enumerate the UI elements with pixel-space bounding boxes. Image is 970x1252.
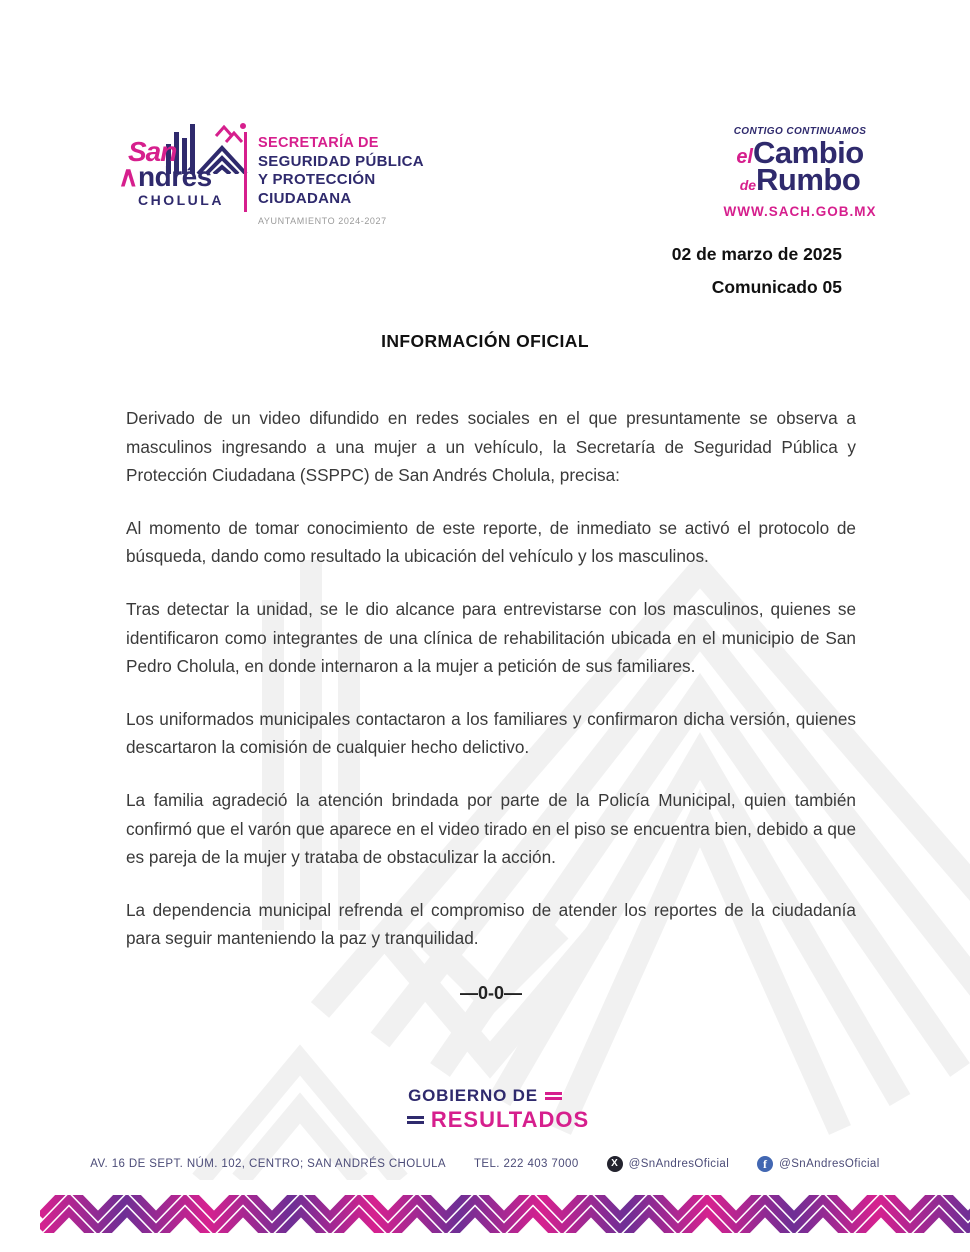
paragraph: Tras detectar la unidad, se le dio alcance para entrevistarse con los masculinos, quienes se identificaron como integrantes de una clínica de rehabilitación ubicada en el municipio de San Pedro Cholula, en donde internaron a la mujer a petición de sus familiares. (126, 598, 856, 677)
campaign-line-rumbo: deRumbo (739, 162, 861, 197)
page-title: INFORMACIÓN OFICIAL (381, 331, 589, 351)
dept-line: SECRETARÍA DE (258, 135, 379, 151)
paragraph: La familia agradeció la atención brindada por parte de la Policía Municipal, quien también confirmó que el varón que aparece en el video tirado en el piso se encuentra bien, debido a que es pareja de la mujer y trataba de obstaculizar la acción. (126, 789, 857, 868)
facebook-social-handle: f @SnAndresOficial (757, 1156, 880, 1172)
ayuntamiento-period: AYUNTAMIENTO 2024-2027 (258, 216, 387, 226)
brand-word-cholula: CHOLULA (138, 192, 224, 208)
dept-line: CIUDADANA (258, 189, 352, 207)
footer-contact-bar (0, 1156, 970, 1172)
logo-divider-line (244, 132, 247, 212)
comunicado-number: Comunicado 05 (711, 277, 842, 297)
paragraph: La dependencia municipal refrenda el compromiso de atender los reportes de la ciudadanía para seguir manteniendo la paz y tranquilidad. (126, 899, 856, 949)
paragraph: Derivado de un video difundido en redes sociales en el que presuntamente se observa a masculinos ingresando a una mujer a un vehículo, la Secretaría de Seguridad Pública y Protección Ciudadana (SSPPC) de San Andrés Cholula, precisa: (126, 408, 856, 486)
cambio-de-rumbo-logo (694, 126, 906, 219)
website-url: WWW.SACH.GOB.MX (723, 204, 877, 219)
brand-word-andres: ∧ndrés (118, 161, 212, 192)
gov-logo-line1: GOBIERNO DE (408, 1086, 562, 1106)
address-text: AV. 16 DE SEPT. NÚM. 102, CENTRO; SAN ANDRÉS CHOLULA (90, 1158, 446, 1170)
end-of-release-marker: —0-0— (459, 982, 522, 1003)
zigzag-chevron-band (40, 1195, 970, 1233)
paragraph: Al momento de tomar conocimiento de este reporte, de inmediato se activó el protocolo de búsqueda, dando como resultado la ubicación del vehículo y los masculinos. (126, 517, 856, 567)
gobierno-de-resultados-logo (0, 1086, 970, 1133)
dept-line: Y PROTECCIÓN (258, 171, 376, 188)
pink-chevron-a: ∧ (118, 161, 138, 192)
city-brand-logo (112, 120, 442, 230)
facebook-icon: f (757, 1156, 773, 1172)
equals-mark-navy (407, 1116, 424, 1124)
dept-line: SEGURIDAD PÚBLICA (258, 152, 424, 170)
paragraph: Los uniformados municipales contactaron a los familiares y confirmaron dicha versión, quienes descartaron la comisión de cualquier hecho delictivo. (126, 708, 856, 758)
x-social-handle: X @SnAndresOficial (607, 1156, 730, 1172)
x-twitter-icon: X (607, 1156, 623, 1172)
campaign-line-cambio: elCambio (736, 135, 864, 170)
document-body (126, 404, 856, 1008)
phone-text: TEL. 222 403 7000 (473, 1158, 579, 1170)
secretariat-name (258, 134, 424, 231)
campaign-tagline: CONTIGO CONTINUAMOS (733, 126, 867, 137)
brand-word-san: San (128, 136, 177, 167)
document-date: 02 de marzo de 2025 (671, 244, 842, 264)
equals-mark-pink (545, 1092, 562, 1100)
gov-logo-line2: RESULTADOS (407, 1107, 589, 1133)
document-meta (672, 238, 842, 304)
